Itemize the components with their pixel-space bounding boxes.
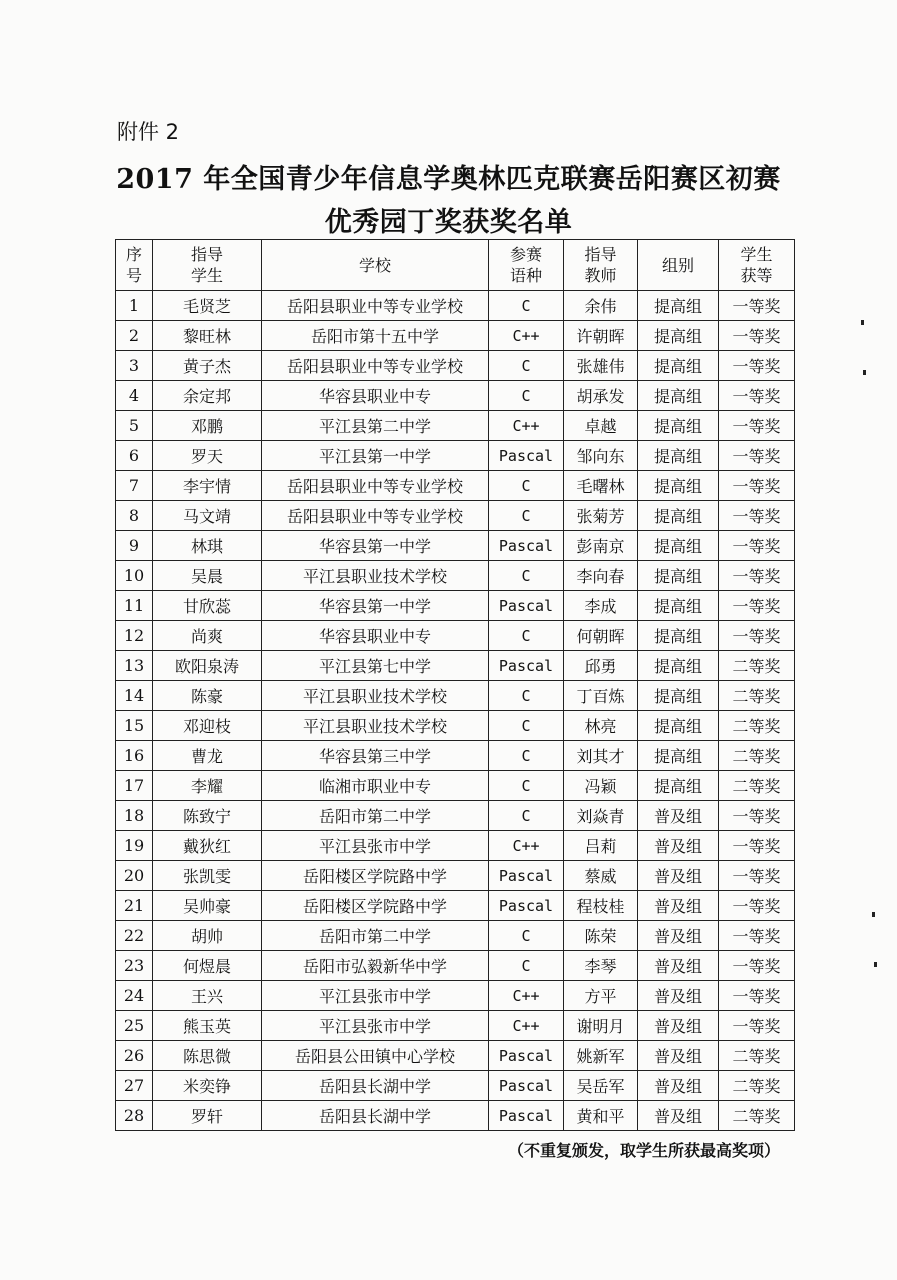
cell-award: 一等奖 bbox=[719, 831, 795, 861]
scan-speck bbox=[872, 912, 875, 917]
cell-teacher: 程枝桂 bbox=[564, 891, 638, 921]
cell-school: 平江县张市中学 bbox=[262, 981, 489, 1011]
cell-teacher: 余伟 bbox=[564, 291, 638, 321]
header-award bbox=[719, 240, 795, 291]
cell-student: 陈思微 bbox=[153, 1041, 262, 1071]
cell-award: 一等奖 bbox=[719, 501, 795, 531]
cell-school: 岳阳县长湖中学 bbox=[262, 1101, 489, 1131]
cell-group: 提高组 bbox=[638, 771, 719, 801]
cell-award: 一等奖 bbox=[719, 1011, 795, 1041]
cell-school: 岳阳县职业中等专业学校 bbox=[262, 291, 489, 321]
cell-index: 8 bbox=[116, 501, 153, 531]
cell-school: 临湘市职业中专 bbox=[262, 771, 489, 801]
document-title-line1: 2017 年全国青少年信息学奥林匹克联赛岳阳赛区初赛 bbox=[116, 164, 781, 195]
cell-group: 普及组 bbox=[638, 981, 719, 1011]
cell-award: 二等奖 bbox=[719, 741, 795, 771]
cell-language: C bbox=[489, 951, 564, 981]
cell-language: Pascal bbox=[489, 1101, 564, 1131]
cell-language: C bbox=[489, 681, 564, 711]
cell-school: 平江县职业技术学校 bbox=[262, 711, 489, 741]
cell-language: C bbox=[489, 351, 564, 381]
cell-student: 黄子杰 bbox=[153, 351, 262, 381]
cell-school: 岳阳楼区学院路中学 bbox=[262, 861, 489, 891]
cell-language: C bbox=[489, 771, 564, 801]
cell-group: 普及组 bbox=[638, 891, 719, 921]
cell-award: 一等奖 bbox=[719, 981, 795, 1011]
cell-group: 提高组 bbox=[638, 711, 719, 741]
cell-group: 提高组 bbox=[638, 531, 719, 561]
cell-language: Pascal bbox=[489, 531, 564, 561]
table-row bbox=[116, 351, 795, 381]
table-row bbox=[116, 771, 795, 801]
cell-language: C++ bbox=[489, 831, 564, 861]
cell-language: C bbox=[489, 501, 564, 531]
cell-school: 华容县职业中专 bbox=[262, 381, 489, 411]
cell-student: 米奕铮 bbox=[153, 1071, 262, 1101]
cell-language: Pascal bbox=[489, 861, 564, 891]
cell-group: 提高组 bbox=[638, 321, 719, 351]
cell-student: 李耀 bbox=[153, 771, 262, 801]
cell-group: 提高组 bbox=[638, 381, 719, 411]
cell-student: 余定邦 bbox=[153, 381, 262, 411]
table-row bbox=[116, 471, 795, 501]
cell-index: 26 bbox=[116, 1041, 153, 1071]
cell-index: 5 bbox=[116, 411, 153, 441]
cell-language: C bbox=[489, 381, 564, 411]
table-row bbox=[116, 1071, 795, 1101]
cell-student: 尚爽 bbox=[153, 621, 262, 651]
cell-index: 11 bbox=[116, 591, 153, 621]
table-row bbox=[116, 411, 795, 441]
header-label-line2: 学生 bbox=[190, 266, 223, 285]
cell-school: 平江县职业技术学校 bbox=[262, 681, 489, 711]
cell-index: 6 bbox=[116, 441, 153, 471]
cell-group: 提高组 bbox=[638, 741, 719, 771]
cell-student: 甘欣蕊 bbox=[153, 591, 262, 621]
cell-student: 张凯雯 bbox=[153, 861, 262, 891]
cell-group: 提高组 bbox=[638, 591, 719, 621]
attachment-label: 附件 2 bbox=[117, 120, 180, 144]
table-row bbox=[116, 381, 795, 411]
cell-index: 17 bbox=[116, 771, 153, 801]
cell-student: 曹龙 bbox=[153, 741, 262, 771]
header-label-line2: 号 bbox=[125, 266, 142, 285]
table-row bbox=[116, 591, 795, 621]
header-student bbox=[153, 240, 262, 291]
cell-group: 提高组 bbox=[638, 651, 719, 681]
scan-speck bbox=[861, 320, 864, 325]
header-index bbox=[116, 240, 153, 291]
cell-index: 28 bbox=[116, 1101, 153, 1131]
cell-school: 岳阳市第二中学 bbox=[262, 921, 489, 951]
table-row bbox=[116, 951, 795, 981]
header-group bbox=[638, 240, 719, 291]
cell-language: Pascal bbox=[489, 441, 564, 471]
cell-award: 二等奖 bbox=[719, 1101, 795, 1131]
cell-school: 平江县第一中学 bbox=[262, 441, 489, 471]
cell-teacher: 蔡威 bbox=[564, 861, 638, 891]
cell-language: C bbox=[489, 711, 564, 741]
cell-student: 何煜晨 bbox=[153, 951, 262, 981]
cell-language: C bbox=[489, 471, 564, 501]
cell-index: 15 bbox=[116, 711, 153, 741]
table-row bbox=[116, 321, 795, 351]
cell-award: 一等奖 bbox=[719, 381, 795, 411]
cell-group: 普及组 bbox=[638, 831, 719, 861]
cell-index: 9 bbox=[116, 531, 153, 561]
cell-index: 3 bbox=[116, 351, 153, 381]
cell-award: 二等奖 bbox=[719, 711, 795, 741]
cell-student: 马文靖 bbox=[153, 501, 262, 531]
scan-speck bbox=[863, 370, 866, 375]
cell-award: 一等奖 bbox=[719, 801, 795, 831]
cell-language: C bbox=[489, 741, 564, 771]
footnote: （不重复颁发，取学生所获最高奖项） bbox=[507, 1141, 780, 1160]
cell-teacher: 刘其才 bbox=[564, 741, 638, 771]
header-label-line2: 语种 bbox=[509, 266, 542, 285]
table-row bbox=[116, 441, 795, 471]
cell-award: 一等奖 bbox=[719, 531, 795, 561]
cell-group: 提高组 bbox=[638, 471, 719, 501]
cell-school: 平江县张市中学 bbox=[262, 1011, 489, 1041]
table-row bbox=[116, 711, 795, 741]
cell-school: 岳阳县长湖中学 bbox=[262, 1071, 489, 1101]
cell-award: 一等奖 bbox=[719, 861, 795, 891]
cell-school: 华容县第三中学 bbox=[262, 741, 489, 771]
cell-index: 12 bbox=[116, 621, 153, 651]
cell-group: 提高组 bbox=[638, 501, 719, 531]
cell-language: C bbox=[489, 561, 564, 591]
cell-group: 提高组 bbox=[638, 561, 719, 591]
cell-index: 7 bbox=[116, 471, 153, 501]
cell-student: 戴狄红 bbox=[153, 831, 262, 861]
cell-language: Pascal bbox=[489, 1041, 564, 1071]
table-row bbox=[116, 651, 795, 681]
cell-student: 邓鹏 bbox=[153, 411, 262, 441]
table-row bbox=[116, 741, 795, 771]
cell-school: 华容县职业中专 bbox=[262, 621, 489, 651]
cell-group: 普及组 bbox=[638, 921, 719, 951]
cell-teacher: 何朝晖 bbox=[564, 621, 638, 651]
cell-language: C bbox=[489, 621, 564, 651]
cell-award: 一等奖 bbox=[719, 951, 795, 981]
cell-teacher: 彭南京 bbox=[564, 531, 638, 561]
cell-award: 二等奖 bbox=[719, 1041, 795, 1071]
cell-group: 普及组 bbox=[638, 1041, 719, 1071]
cell-student: 林琪 bbox=[153, 531, 262, 561]
cell-language: C++ bbox=[489, 411, 564, 441]
cell-index: 4 bbox=[116, 381, 153, 411]
header-label-line1: 参赛 bbox=[509, 245, 542, 264]
cell-teacher: 冯颖 bbox=[564, 771, 638, 801]
table-row bbox=[116, 1101, 795, 1131]
cell-award: 一等奖 bbox=[719, 321, 795, 351]
cell-teacher: 谢明月 bbox=[564, 1011, 638, 1041]
table-row bbox=[116, 561, 795, 591]
cell-index: 24 bbox=[116, 981, 153, 1011]
cell-award: 二等奖 bbox=[719, 681, 795, 711]
cell-language: Pascal bbox=[489, 651, 564, 681]
cell-student: 毛贤芝 bbox=[153, 291, 262, 321]
cell-award: 一等奖 bbox=[719, 891, 795, 921]
cell-teacher: 刘焱青 bbox=[564, 801, 638, 831]
cell-school: 华容县第一中学 bbox=[262, 531, 489, 561]
cell-school: 岳阳市第二中学 bbox=[262, 801, 489, 831]
header-teacher bbox=[564, 240, 638, 291]
header-label-line1: 学生 bbox=[740, 245, 773, 264]
cell-award: 一等奖 bbox=[719, 441, 795, 471]
table-row bbox=[116, 531, 795, 561]
cell-teacher: 李成 bbox=[564, 591, 638, 621]
table-row bbox=[116, 831, 795, 861]
cell-language: C++ bbox=[489, 1011, 564, 1041]
cell-index: 16 bbox=[116, 741, 153, 771]
cell-index: 14 bbox=[116, 681, 153, 711]
cell-school: 岳阳县职业中等专业学校 bbox=[262, 351, 489, 381]
cell-award: 二等奖 bbox=[719, 651, 795, 681]
cell-group: 提高组 bbox=[638, 621, 719, 651]
cell-student: 罗天 bbox=[153, 441, 262, 471]
cell-school: 岳阳县职业中等专业学校 bbox=[262, 471, 489, 501]
table-row bbox=[116, 501, 795, 531]
cell-award: 二等奖 bbox=[719, 1071, 795, 1101]
cell-student: 黎旺林 bbox=[153, 321, 262, 351]
cell-index: 27 bbox=[116, 1071, 153, 1101]
cell-language: Pascal bbox=[489, 591, 564, 621]
table-header bbox=[116, 240, 795, 291]
cell-group: 提高组 bbox=[638, 351, 719, 381]
cell-group: 普及组 bbox=[638, 951, 719, 981]
cell-award: 一等奖 bbox=[719, 561, 795, 591]
header-language bbox=[489, 240, 564, 291]
cell-award: 一等奖 bbox=[719, 411, 795, 441]
cell-index: 19 bbox=[116, 831, 153, 861]
cell-group: 提高组 bbox=[638, 681, 719, 711]
cell-student: 吴晨 bbox=[153, 561, 262, 591]
cell-index: 25 bbox=[116, 1011, 153, 1041]
cell-award: 一等奖 bbox=[719, 591, 795, 621]
cell-index: 21 bbox=[116, 891, 153, 921]
cell-language: C bbox=[489, 291, 564, 321]
cell-school: 平江县第二中学 bbox=[262, 411, 489, 441]
cell-teacher: 吴岳军 bbox=[564, 1071, 638, 1101]
cell-group: 普及组 bbox=[638, 861, 719, 891]
cell-school: 岳阳楼区学院路中学 bbox=[262, 891, 489, 921]
table-row bbox=[116, 1011, 795, 1041]
cell-school: 岳阳县公田镇中心学校 bbox=[262, 1041, 489, 1071]
cell-teacher: 姚新军 bbox=[564, 1041, 638, 1071]
cell-teacher: 毛曙林 bbox=[564, 471, 638, 501]
cell-teacher: 李向春 bbox=[564, 561, 638, 591]
cell-school: 岳阳市弘毅新华中学 bbox=[262, 951, 489, 981]
cell-school: 平江县职业技术学校 bbox=[262, 561, 489, 591]
document-title-line2: 优秀园丁奖获奖名单 bbox=[324, 207, 573, 238]
cell-teacher: 胡承发 bbox=[564, 381, 638, 411]
header-school bbox=[262, 240, 489, 291]
cell-student: 胡帅 bbox=[153, 921, 262, 951]
cell-group: 普及组 bbox=[638, 1011, 719, 1041]
cell-group: 普及组 bbox=[638, 1071, 719, 1101]
header-label-line1: 学校 bbox=[358, 255, 391, 275]
cell-award: 一等奖 bbox=[719, 921, 795, 951]
cell-student: 陈豪 bbox=[153, 681, 262, 711]
cell-teacher: 邱勇 bbox=[564, 651, 638, 681]
cell-index: 13 bbox=[116, 651, 153, 681]
cell-teacher: 黄和平 bbox=[564, 1101, 638, 1131]
cell-group: 提高组 bbox=[638, 441, 719, 471]
cell-group: 普及组 bbox=[638, 801, 719, 831]
cell-award: 一等奖 bbox=[719, 471, 795, 501]
cell-teacher: 方平 bbox=[564, 981, 638, 1011]
table-row bbox=[116, 861, 795, 891]
cell-student: 欧阳泉涛 bbox=[153, 651, 262, 681]
table-row bbox=[116, 921, 795, 951]
cell-group: 普及组 bbox=[638, 1101, 719, 1131]
header-label-line1: 序 bbox=[125, 245, 142, 264]
cell-school: 华容县第一中学 bbox=[262, 591, 489, 621]
header-label-line1: 指导 bbox=[190, 245, 223, 264]
cell-index: 22 bbox=[116, 921, 153, 951]
cell-student: 陈致宁 bbox=[153, 801, 262, 831]
cell-index: 1 bbox=[116, 291, 153, 321]
table-row bbox=[116, 891, 795, 921]
table-row bbox=[116, 621, 795, 651]
table-row bbox=[116, 1041, 795, 1071]
cell-award: 一等奖 bbox=[719, 351, 795, 381]
cell-school: 平江县张市中学 bbox=[262, 831, 489, 861]
cell-student: 邓迎枝 bbox=[153, 711, 262, 741]
cell-language: C++ bbox=[489, 981, 564, 1011]
cell-teacher: 林亮 bbox=[564, 711, 638, 741]
cell-student: 吴帅豪 bbox=[153, 891, 262, 921]
cell-award: 二等奖 bbox=[719, 771, 795, 801]
cell-award: 一等奖 bbox=[719, 291, 795, 321]
table-row bbox=[116, 981, 795, 1011]
scan-speck bbox=[874, 962, 877, 967]
cell-teacher: 邹向东 bbox=[564, 441, 638, 471]
cell-index: 10 bbox=[116, 561, 153, 591]
header-label-line2: 获等 bbox=[740, 266, 773, 285]
cell-student: 王兴 bbox=[153, 981, 262, 1011]
cell-index: 20 bbox=[116, 861, 153, 891]
cell-teacher: 张菊芳 bbox=[564, 501, 638, 531]
cell-student: 罗轩 bbox=[153, 1101, 262, 1131]
cell-teacher: 吕莉 bbox=[564, 831, 638, 861]
header-label-line1: 组别 bbox=[661, 255, 694, 275]
cell-teacher: 卓越 bbox=[564, 411, 638, 441]
cell-award: 一等奖 bbox=[719, 621, 795, 651]
cell-teacher: 陈荣 bbox=[564, 921, 638, 951]
header-label-line2: 教师 bbox=[584, 266, 617, 285]
cell-school: 岳阳县职业中等专业学校 bbox=[262, 501, 489, 531]
cell-teacher: 丁百炼 bbox=[564, 681, 638, 711]
cell-index: 23 bbox=[116, 951, 153, 981]
cell-index: 2 bbox=[116, 321, 153, 351]
header-label-line1: 指导 bbox=[584, 245, 617, 264]
cell-group: 提高组 bbox=[638, 291, 719, 321]
cell-language: C bbox=[489, 801, 564, 831]
cell-student: 熊玉英 bbox=[153, 1011, 262, 1041]
cell-school: 岳阳市第十五中学 bbox=[262, 321, 489, 351]
table-row bbox=[116, 291, 795, 321]
cell-language: Pascal bbox=[489, 1071, 564, 1101]
table-row bbox=[116, 681, 795, 711]
cell-group: 提高组 bbox=[638, 411, 719, 441]
cell-index: 18 bbox=[116, 801, 153, 831]
table-row bbox=[116, 801, 795, 831]
cell-teacher: 许朝晖 bbox=[564, 321, 638, 351]
cell-language: C bbox=[489, 921, 564, 951]
cell-student: 李宇情 bbox=[153, 471, 262, 501]
cell-teacher: 张雄伟 bbox=[564, 351, 638, 381]
award-table bbox=[115, 239, 795, 1131]
cell-school: 平江县第七中学 bbox=[262, 651, 489, 681]
cell-teacher: 李琴 bbox=[564, 951, 638, 981]
cell-language: Pascal bbox=[489, 891, 564, 921]
cell-language: C++ bbox=[489, 321, 564, 351]
table-body bbox=[116, 291, 795, 1131]
